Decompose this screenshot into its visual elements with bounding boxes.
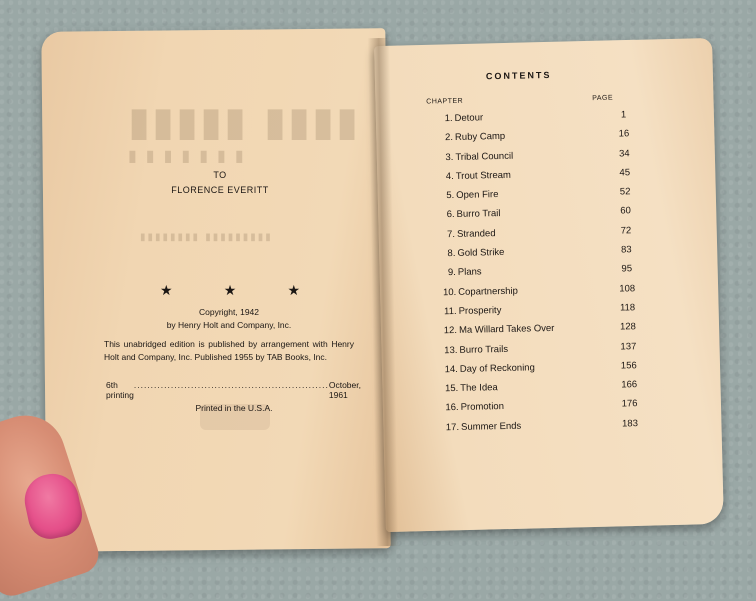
chapter-page: 34 bbox=[618, 147, 630, 160]
chapter-number: 11. bbox=[444, 305, 457, 318]
show-through-subtitle: ▮▮▮▮▮▮▮ bbox=[128, 146, 253, 165]
chapter-title: Tribal Council bbox=[455, 150, 514, 163]
chapter-page: 16 bbox=[618, 128, 630, 140]
chapter-number: 13. bbox=[444, 344, 458, 356]
printing-date: October, 1961 bbox=[328, 380, 361, 400]
contents-title: CONTENTS bbox=[485, 69, 552, 82]
chapter-page: 156 bbox=[620, 360, 637, 372]
chapter-number: 12. bbox=[443, 325, 458, 337]
chapter-number: 2. bbox=[444, 132, 454, 144]
chapter-number: 17. bbox=[445, 421, 460, 433]
show-through-author: ▮▮▮▮▮▮▮▮ ▮▮▮▮▮▮▮▮▮ bbox=[140, 232, 273, 243]
printing-label: 6th printing bbox=[106, 380, 134, 400]
chapter-page: 1 bbox=[620, 109, 627, 121]
chapter-title: Ma Willard Takes Over bbox=[458, 323, 555, 337]
chapter-number: 1. bbox=[444, 113, 453, 125]
chapter-page: 60 bbox=[620, 205, 631, 217]
chapter-number: 4. bbox=[445, 170, 454, 183]
table-of-contents bbox=[432, 109, 659, 442]
chapter-page: 166 bbox=[621, 379, 638, 391]
chapter-page: 95 bbox=[621, 263, 633, 275]
chapter-title: Prosperity bbox=[458, 304, 502, 317]
copyright-publisher: by Henry Holt and Company, Inc. bbox=[166, 320, 292, 330]
copyright-line: Copyright, 1942 bbox=[198, 307, 259, 317]
printed-in: Printed in the U.S.A. bbox=[195, 403, 273, 413]
chapter-page: 108 bbox=[619, 282, 636, 295]
chapter-number: 10. bbox=[442, 286, 457, 298]
chapter-title: Copartnership bbox=[458, 285, 519, 298]
chapter-page: 72 bbox=[620, 225, 632, 237]
chapter-number: 15. bbox=[444, 383, 459, 395]
chapter-title: Burro Trail bbox=[456, 208, 501, 221]
chapter-page: 176 bbox=[621, 398, 638, 410]
chapter-title: Detour bbox=[454, 112, 484, 124]
star-icon: ★ bbox=[287, 282, 300, 298]
chapter-title: Open Fire bbox=[456, 189, 499, 202]
dedication-to: TO bbox=[213, 170, 227, 180]
chapter-title: Ruby Camp bbox=[454, 131, 506, 144]
chapter-number: 14. bbox=[444, 363, 458, 376]
chapter-column-header: CHAPTER bbox=[426, 97, 464, 106]
chapter-page: 52 bbox=[619, 186, 631, 198]
star-icon: ★ bbox=[223, 282, 237, 298]
edition-note: This unabridged edition is published by arrangement with Henry Holt and Company, Inc. Published 1955 by TAB Books, Inc. bbox=[104, 339, 354, 362]
chapter-number: 9. bbox=[447, 267, 456, 279]
chapter-title: Trout Stream bbox=[455, 169, 512, 182]
chapter-number: 7. bbox=[446, 228, 456, 240]
chapter-title: Gold Strike bbox=[457, 247, 505, 260]
chapter-title: Stranded bbox=[456, 227, 496, 240]
chapter-page: 183 bbox=[621, 417, 639, 430]
chapter-title: Burro Trails bbox=[459, 343, 509, 356]
page-column-header: PAGE bbox=[592, 94, 614, 103]
chapter-title: Summer Ends bbox=[460, 420, 522, 433]
chapter-number: 6. bbox=[446, 209, 455, 221]
chapter-page: 128 bbox=[619, 321, 637, 333]
chapter-number: 8. bbox=[447, 248, 456, 260]
chapter-number: 5. bbox=[446, 190, 455, 202]
chapter-page: 137 bbox=[620, 340, 637, 353]
dedication-name: FLORENCE EVERITT bbox=[171, 185, 269, 195]
chapter-title: The Idea bbox=[460, 382, 498, 395]
star-icon: ★ bbox=[160, 282, 173, 298]
chapter-page: 45 bbox=[619, 167, 631, 179]
chapter-title: Plans bbox=[457, 266, 482, 279]
chapter-page: 83 bbox=[620, 244, 632, 256]
show-through-title: ▮▮▮▮▮ ▮▮▮▮ bbox=[128, 98, 361, 145]
chapter-page: 118 bbox=[619, 302, 636, 314]
chapter-title: Promotion bbox=[460, 401, 505, 414]
chapter-number: 16. bbox=[445, 402, 459, 414]
chapter-title: Day of Reckoning bbox=[459, 362, 535, 375]
chapter-number: 3. bbox=[445, 151, 454, 163]
leader-dots: .......................................................... bbox=[133, 380, 329, 390]
toc-row bbox=[439, 417, 659, 441]
